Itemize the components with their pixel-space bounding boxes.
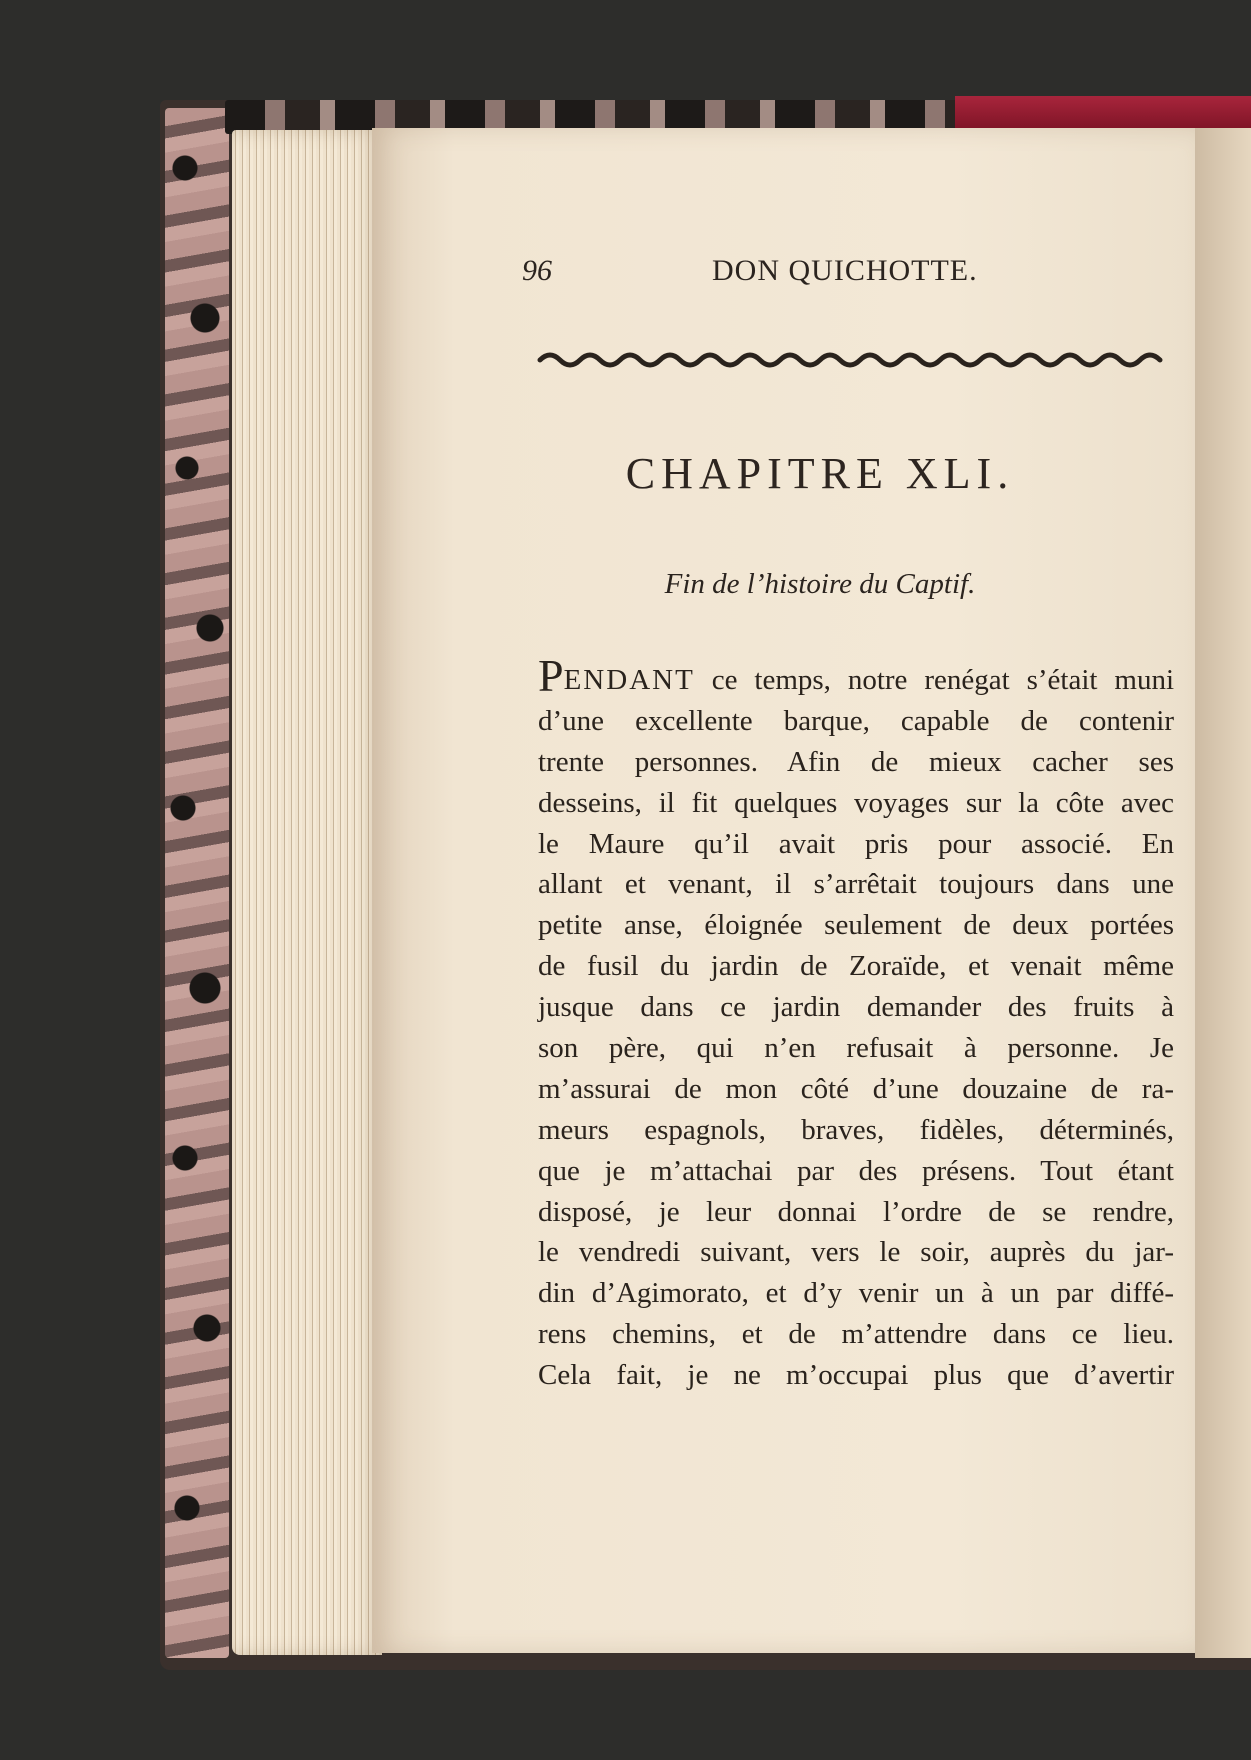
text-line: jusque dans ce jardin demander des fruits à xyxy=(538,991,1174,1024)
red-spine-label xyxy=(955,96,1251,130)
text-line xyxy=(538,650,1174,701)
text-line: allant et venant, il s’arrêtait toujours dans une xyxy=(538,868,1174,901)
text-line: m’assurai de mon côté d’une douzaine de ra- xyxy=(538,1072,1174,1105)
body-text xyxy=(538,650,1174,1396)
text-line: que je m’attachai par des présens. Tout étant xyxy=(538,1154,1174,1187)
wave-ornament xyxy=(535,348,1165,372)
chapter-title: CHAPITRE XLI. xyxy=(625,449,1015,498)
text-line: Cela fait, je ne m’occupai plus que d’avertir xyxy=(538,1359,1174,1392)
text-line: meurs espagnols, braves, fidèles, déterminés, xyxy=(538,1113,1174,1146)
text-line: son père, qui n’en refusait à personne. Je xyxy=(538,1032,1174,1065)
marbled-cover-edge xyxy=(165,108,229,1658)
running-title: DON QUICHOTTE. xyxy=(712,254,978,287)
text-line: rens chemins, et de m’attendre dans ce lieu. xyxy=(538,1318,1174,1351)
text-line: le vendredi suivant, vers le soir, auprès du jar- xyxy=(538,1236,1174,1269)
small-caps-word: ENDANT xyxy=(563,664,695,696)
facing-page-edge xyxy=(1195,128,1251,1658)
text-line: le Maure qu’il avait pris pour associé. En xyxy=(538,827,1174,860)
text-line: trente personnes. Afin de mieux cacher ses xyxy=(538,745,1174,778)
text-line: desseins, il fit quelques voyages sur la côte avec xyxy=(538,786,1174,819)
text-line: petite anse, éloignée seulement de deux portées xyxy=(538,909,1174,942)
chapter-subtitle: Fin de l’histoire du Captif. xyxy=(664,568,976,600)
running-head xyxy=(522,254,1042,294)
page-block-edges xyxy=(232,130,382,1655)
text-line: de fusil du jardin de Zoraïde, et venait même xyxy=(538,950,1174,983)
drop-cap: P xyxy=(538,650,564,701)
page-number: 96 xyxy=(522,254,552,287)
text-line: din d’Agimorato, et d’y venir un à un par diffé- xyxy=(538,1277,1174,1310)
first-line-text: ce temps, notre renégat s’était muni xyxy=(694,664,1174,696)
text-line: disposé, je leur donnai l’ordre de se rendre, xyxy=(538,1195,1174,1228)
text-line: d’une excellente barque, capable de contenir xyxy=(538,704,1174,737)
